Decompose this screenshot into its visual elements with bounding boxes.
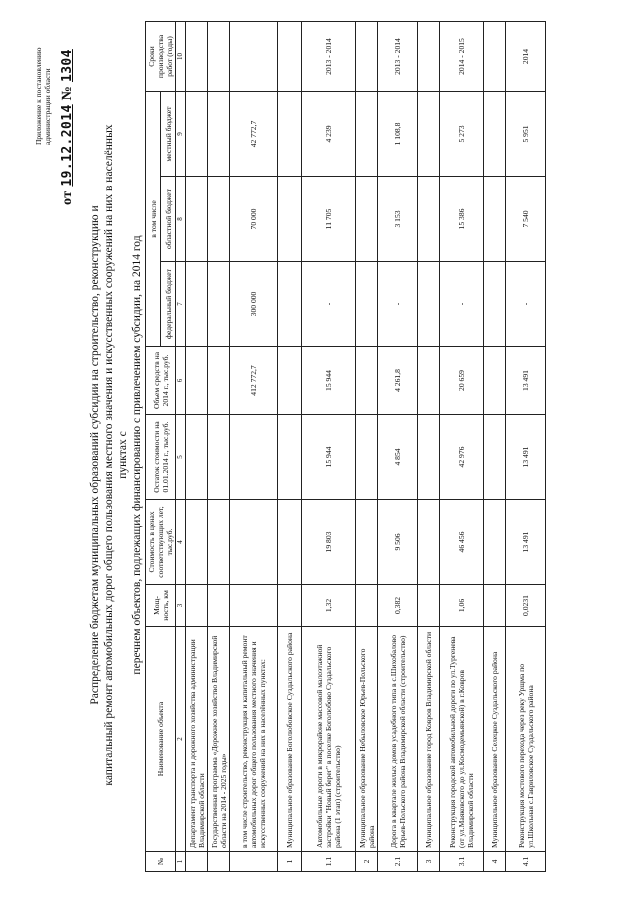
local-budget [484,92,506,177]
local-budget: 4 239 [302,92,356,177]
date-prefix: от [60,190,75,205]
federal-budget [278,262,302,347]
column-index: 3 [176,585,186,627]
subsidy-table [145,21,546,872]
regional-budget [484,177,506,262]
column-index: 7 [176,262,186,347]
work-terms: 2013 - 2014 [302,22,356,92]
balance-value: 4 854 [378,415,418,500]
col-header-terms: Сроки производства работ (годы) [146,22,176,92]
col-header-balance: Остаток стоимости на 01.01.2014 г., тыс.руб. [146,415,176,500]
regional-budget: 3 153 [378,177,418,262]
decree-reference [60,25,76,205]
capacity-km [418,585,440,627]
column-index: 5 [176,415,186,500]
federal-budget: - [378,262,418,347]
column-index-row [176,22,186,872]
capacity-km: 1,06 [440,585,484,627]
row-number: 4 [484,852,506,872]
col-header-name: Наименование объекта [146,627,176,852]
federal-budget [186,262,208,347]
capacity-km: 0,382 [378,585,418,627]
work-terms [418,22,440,92]
balance-value: 13 491 [506,415,546,500]
capacity-km [484,585,506,627]
volume-2014: 412 772,7 [230,347,278,415]
column-index: 10 [176,22,186,92]
object-name: Муниципальное образование Боголюбовское Суздальского района [278,627,302,852]
local-budget [208,92,230,177]
volume-2014: 15 944 [302,347,356,415]
appendix-line-1: Приложение к постановлению [34,47,43,145]
work-terms [186,22,208,92]
object-name: Государственная программа «Дорожное хозяйство Владимирской области на 2014 - 2025 годы» [208,627,230,852]
column-index: 1 [176,852,186,872]
volume-2014 [186,347,208,415]
federal-budget: - [302,262,356,347]
local-budget [278,92,302,177]
table-row [186,22,208,872]
local-budget: 5 273 [440,92,484,177]
table-row [230,22,278,872]
title-line-2: капитальный ремонт автомобильных дорог общего пользования местного значения и искусственных сооружений на них в населённых пунктах с [103,124,129,786]
table-row [278,22,302,872]
table-body [176,22,546,872]
column-index: 4 [176,500,186,585]
object-name: Муниципальное образование Селецкое Суздальского района [484,627,506,852]
object-name: Реконструкция городской автомобильной дороги по ул.Тургенева (от ул.Маяковского до ул.Космодемьянской) в г.Ковров Владимирской области [440,627,484,852]
balance-value [208,415,230,500]
work-terms [278,22,302,92]
cost-value [208,500,230,585]
balance-value [356,415,378,500]
work-terms: 2013 - 2014 [378,22,418,92]
decree-number: 1304 [60,49,75,83]
local-budget: 42 772,7 [230,92,278,177]
capacity-km: 1,32 [302,585,356,627]
local-budget [356,92,378,177]
regional-budget: 11 705 [302,177,356,262]
col-header-capacity: Мощ-ность, км [146,585,176,627]
volume-2014 [418,347,440,415]
row-number: 1 [278,852,302,872]
capacity-km [230,585,278,627]
cost-value: 46 456 [440,500,484,585]
work-terms [356,22,378,92]
cost-value: 19 803 [302,500,356,585]
row-number: 1.1 [302,852,356,872]
capacity-km [208,585,230,627]
column-index: 9 [176,92,186,177]
capacity-km [186,585,208,627]
volume-2014 [356,347,378,415]
cost-value [186,500,208,585]
federal-budget: - [506,262,546,347]
work-terms [484,22,506,92]
col-header-federal: федеральный бюджет [161,262,176,347]
row-number: 3 [418,852,440,872]
table-row [440,22,484,872]
appendix-note [34,25,52,145]
local-budget: 5 951 [506,92,546,177]
document-title [88,115,144,795]
object-name: Муниципальное образование город Ковров Владимирской области [418,627,440,852]
cost-value [484,500,506,585]
regional-budget [208,177,230,262]
capacity-km [278,585,302,627]
federal-budget [356,262,378,347]
title-line-3: перечнем объектов, подлежащих финансированию с привлечением субсидии, на 2014 год [131,235,143,675]
cost-value [418,500,440,585]
object-name: Реконструкция мостового перехода через реку Урщма по ул.Школьная с.Гавриловское Суздальского района [506,627,546,852]
table-row [302,22,356,872]
balance-value: 42 976 [440,415,484,500]
row-number: 4.1 [506,852,546,872]
local-budget [186,92,208,177]
column-index: 6 [176,347,186,415]
table-row [208,22,230,872]
col-header-including: в том числе [146,92,161,347]
regional-budget: 70 000 [230,177,278,262]
row-number [186,852,208,872]
balance-value [278,415,302,500]
balance-value [418,415,440,500]
object-name: Департамент транспорта и дорожного хозяйства администрации Владимирской области [186,627,208,852]
table-row [356,22,378,872]
balance-value [230,415,278,500]
federal-budget [484,262,506,347]
number-sign: № [60,85,75,101]
row-number: 3.1 [440,852,484,872]
regional-budget [356,177,378,262]
federal-budget [418,262,440,347]
col-header-volume: Объем средств на 2014 г., тыс.руб. [146,347,176,415]
decree-date: 19.12.2014 [60,104,75,187]
col-header-regional: областной бюджет [161,177,176,262]
federal-budget [208,262,230,347]
table-row [484,22,506,872]
work-terms [208,22,230,92]
column-index: 8 [176,177,186,262]
balance-value: 15 944 [302,415,356,500]
cost-value [230,500,278,585]
col-header-local: местный бюджет [161,92,176,177]
volume-2014 [484,347,506,415]
cost-value [356,500,378,585]
row-number: 2 [356,852,378,872]
balance-value [484,415,506,500]
header-row-1 [146,22,161,872]
appendix-line-2: администрации области [43,68,52,145]
table-row [506,22,546,872]
capacity-km [356,585,378,627]
volume-2014: 13 491 [506,347,546,415]
row-number [230,852,278,872]
work-terms: 2014 [506,22,546,92]
object-name: в том числе строительство, реконструкция и капитальный ремонт автомобильных дорог общего пользования местного значения и искусственных сооружений на них в населённых пунктах: [230,627,278,852]
column-index: 2 [176,627,186,852]
regional-budget: 7 540 [506,177,546,262]
work-terms: 2014 - 2015 [440,22,484,92]
table-row [418,22,440,872]
regional-budget [418,177,440,262]
cost-value: 13 491 [506,500,546,585]
table-row [378,22,418,872]
volume-2014 [278,347,302,415]
volume-2014: 4 261,8 [378,347,418,415]
col-header-no: № [146,852,176,872]
volume-2014: 20 659 [440,347,484,415]
regional-budget: 15 386 [440,177,484,262]
cost-value [278,500,302,585]
object-name: Дорога в квартале жилых домов усадебного типа в с.Шихобалово Юрьев-Польского района Владимирской области (строительство) [378,627,418,852]
row-number [208,852,230,872]
regional-budget [186,177,208,262]
local-budget: 1 108,8 [378,92,418,177]
row-number: 2.1 [378,852,418,872]
balance-value [186,415,208,500]
object-name: Муниципальное образование Небыловское Юрьев-Польского района [356,627,378,852]
federal-budget: - [440,262,484,347]
regional-budget [278,177,302,262]
object-name: Автомобильные дороги в микрорайоне массовой малоэтажной застройки "Новый берег" в поселке Боголюбово Суздальского района (1 этап) (строительство) [302,627,356,852]
cost-value: 9 506 [378,500,418,585]
federal-budget: 300 000 [230,262,278,347]
col-header-cost: Стоимость в ценах соответствующих лет, тыс.руб. [146,500,176,585]
title-line-1: Распределение бюджетам муниципальных образований субсидии на строительство, реконструкцию и [89,205,101,705]
capacity-km: 0,0231 [506,585,546,627]
local-budget [418,92,440,177]
volume-2014 [208,347,230,415]
work-terms [230,22,278,92]
